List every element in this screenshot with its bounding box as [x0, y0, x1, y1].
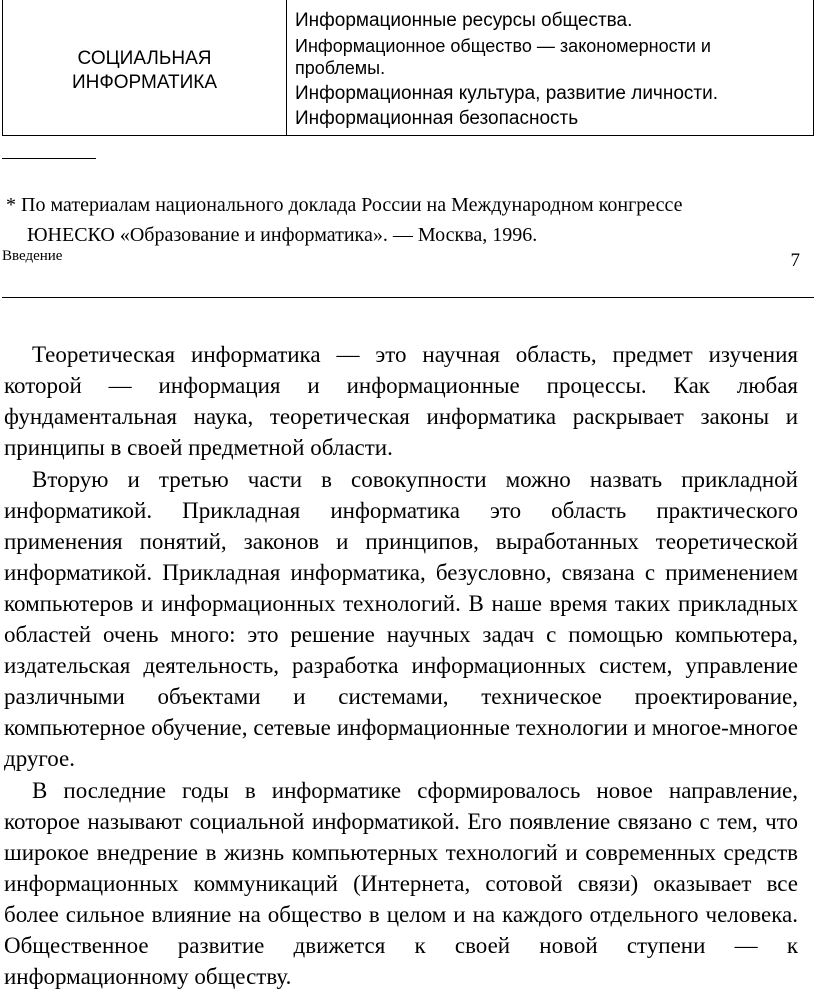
header-rule	[2, 297, 814, 298]
paragraph: В последние годы в информатике сформировалось новое направление, которое называют социальной информатикой. Его появление связано с тем, что широкое внедрение в жизнь компьютерных технологий и современных средств информационных коммуникаций (Интернета, сотовой связи) оказывает все более сильное влияние на общество в целом и на каждого отдельного человека. Общественное развитие движется к своей новой ступени — к информационному обществу.	[4, 778, 798, 989]
page-number: 7	[790, 250, 800, 271]
paragraph: Теоретическая информатика — это научная область, предмет изучения которой — информация и информационные процессы. Как любая фундаментальная наука, теоретическая информатика раскрывает законы и принципы в своей предметной области.	[4, 342, 798, 460]
table-item: Информационная культура, развитие личности.	[295, 83, 718, 104]
running-head	[2, 248, 800, 272]
table-left-cell	[3, 0, 287, 135]
body-text	[4, 339, 798, 993]
footnote-rule	[2, 158, 96, 159]
table-right-cell	[287, 0, 813, 135]
table-item: Информационные ресурсы общества.	[295, 10, 633, 31]
paragraph: Вторую и третью части в совокупности можно назвать прикладной информатикой. Прикладная информатика это область практического применения понятий, законов и принципов, выработанных теоретической информатикой. Прикладная информатика, безусловно, связана с применением компьютеров и информационных технологий. В наше время таких прикладных областей очень много: это решение научных задач с помощью компьютера, издательская деятельность, разработка информационных систем, управление различными объектами и системами, техническое проектирование, компьютерное обучение, сетевые информационные технологии и многое-многое другое.	[4, 467, 798, 771]
footnote-line2: ЮНЕСКО «Образование и информатика». — Москва, 1996.	[27, 224, 538, 246]
table-heading-line2: ИНФОРМАТИКА	[71, 71, 218, 93]
table-heading-line1: СОЦИАЛЬНАЯ	[77, 47, 212, 69]
table-item: Информационное общество — закономерности и проблемы.	[295, 36, 711, 78]
table-item: Информационная безопасность	[295, 108, 579, 129]
footnote	[6, 190, 806, 250]
footnote-line1: * По материалам национального доклада России на Международном конгрессе	[6, 194, 683, 216]
running-head-section: Введение	[2, 248, 63, 264]
topic-table	[2, 0, 814, 136]
